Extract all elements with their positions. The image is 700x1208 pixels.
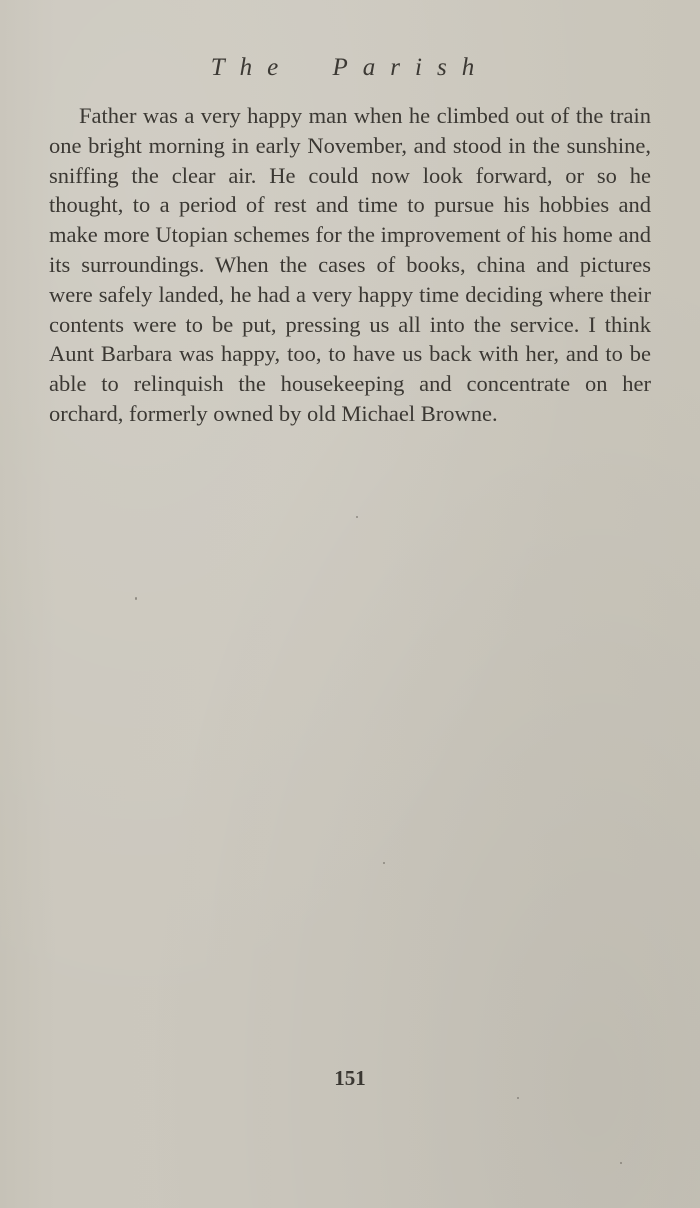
paper-speck — [356, 516, 358, 518]
paper-speck — [383, 862, 385, 864]
paper-speck — [517, 1097, 519, 1099]
paper-speck — [135, 597, 137, 600]
running-head: The Parish — [210, 54, 490, 81]
page-number: 151 — [334, 1066, 366, 1090]
body-paragraph: Father was a very happy man when he climbed out of the train one bright morning in early November, and stood in the sunshine, sniffing the clear air. He could now look forward, or so he thought, to a period of rest and time to pursue his hobbies and make more Utopian schemes for the improvement of his home and its surroundings. When the cases of books, china and pictures were safely landed, he had a very happy time deciding where their contents were to be put, pressing us all into the service. I think Aunt Barbara was happy, too, to have us back with her, and to be able to relinquish the housekeeping and concentrate on her orchard, formerly owned by old Michael Browne. — [49, 103, 651, 426]
paper-speck — [620, 1162, 622, 1164]
